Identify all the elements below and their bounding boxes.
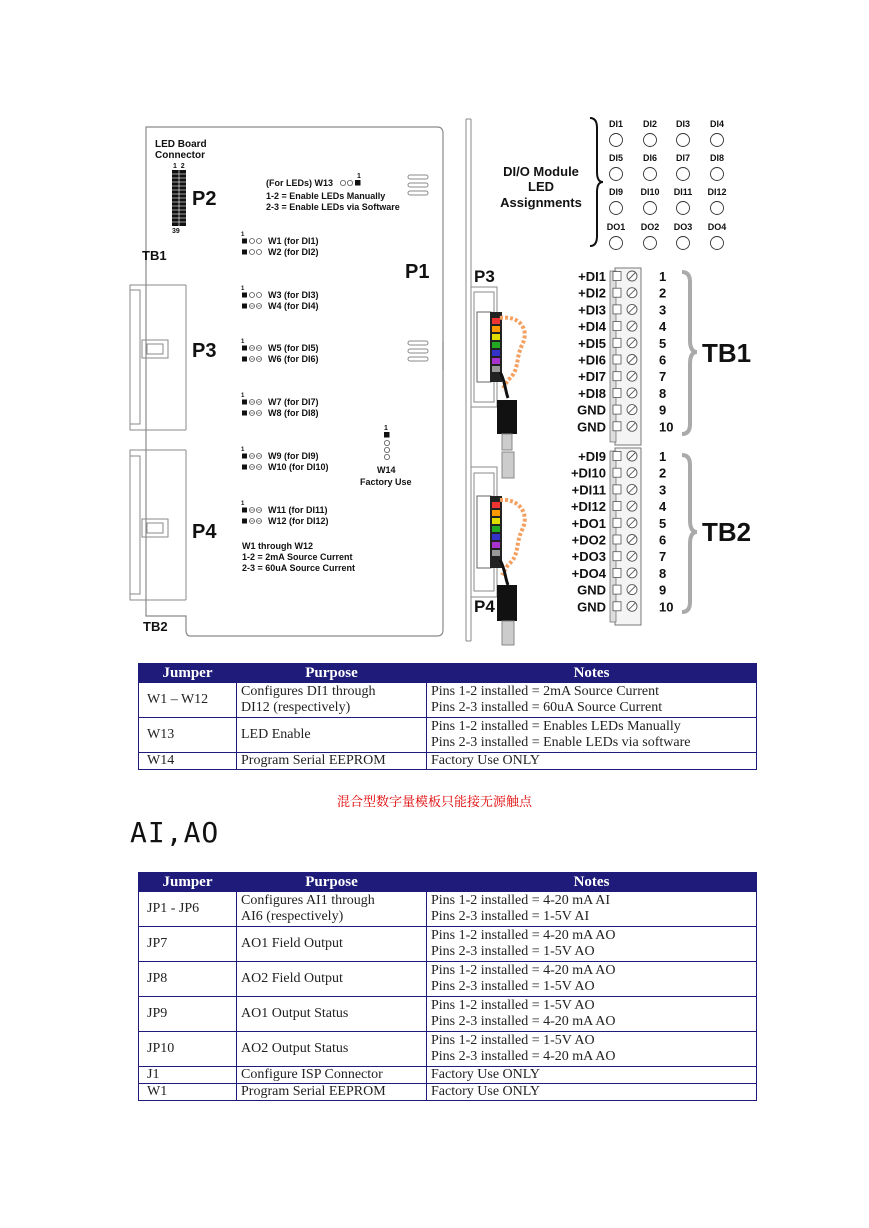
- pin1-mark: 1: [241, 339, 245, 345]
- terminal-number: 2: [659, 465, 667, 481]
- led-assign-title-2: LED: [528, 179, 554, 194]
- table-row: [139, 718, 757, 753]
- terminal-label: +DI2: [578, 285, 606, 301]
- jumper-pin: [242, 357, 247, 362]
- terminal-label: GND: [577, 582, 606, 598]
- tb2-block: [571, 448, 674, 625]
- led-indicator: [711, 168, 724, 181]
- terminal-number: 4: [659, 319, 667, 335]
- table1-header-notes: Notes: [427, 664, 757, 683]
- connector-strip: [466, 119, 471, 641]
- led-indicator: [677, 134, 690, 147]
- pin1-mark: 1: [241, 501, 245, 507]
- cell-notes: Factory Use ONLY: [427, 1067, 757, 1084]
- led-indicator: [644, 202, 657, 215]
- w14-sublabel: Factory Use: [360, 477, 412, 487]
- jumper-pin: [242, 304, 247, 309]
- terminal-label: +DI5: [578, 335, 606, 351]
- jumper-pin: [242, 454, 247, 459]
- cell-jumper: W1 – W12: [139, 683, 237, 718]
- terminal-number: 6: [659, 532, 667, 548]
- jumper-pin: [257, 293, 262, 298]
- led-label: DI6: [642, 153, 658, 163]
- led-indicator: [677, 202, 690, 215]
- terminal-socket: [613, 322, 621, 331]
- terminal-label: GND: [577, 419, 606, 435]
- cell-purpose: LED Enable: [237, 718, 427, 753]
- table-row: [139, 927, 757, 962]
- terminal-socket: [613, 305, 621, 314]
- terminal-socket: [613, 518, 621, 527]
- pin-number-bottom: 39: [172, 228, 180, 235]
- terminal-number: 8: [659, 565, 667, 581]
- led-label: DI4: [709, 119, 725, 129]
- cell-jumper: W14: [139, 753, 237, 770]
- led-assign-title-1: DI/O Module: [503, 164, 579, 179]
- led-label: DI10: [640, 187, 660, 197]
- jumper-label: W2 (for DI2): [268, 247, 319, 257]
- pin1-mark: 1: [241, 232, 245, 238]
- jumper-label: W5 (for DI5): [268, 343, 319, 353]
- jumper-label: W6 (for DI6): [268, 354, 319, 364]
- led-indicator: [711, 237, 724, 250]
- table-row: [139, 997, 757, 1032]
- cell-purpose: Program Serial EEPROM: [237, 1084, 427, 1101]
- led-label: DI3: [675, 119, 691, 129]
- terminal-socket: [613, 468, 621, 477]
- jumper-label: W11 (for DI11): [268, 505, 328, 515]
- terminal-socket: [613, 502, 621, 511]
- cell-notes: Pins 1-2 installed = 2mA Source Current Pins 2-3 installed = 60uA Source Current: [427, 683, 757, 718]
- cell-jumper: JP9: [139, 997, 237, 1032]
- jumper-pin: [250, 250, 255, 255]
- w13-option-1: 1-2 = Enable LEDs Manually: [266, 191, 386, 201]
- cell-notes: Factory Use ONLY: [427, 1084, 757, 1101]
- cell-notes: Pins 1-2 installed = 1-5V AO Pins 2-3 installed = 4-20 mA AO: [427, 997, 757, 1032]
- led-indicator: [711, 202, 724, 215]
- jumper-label: W1 (for DI1): [268, 236, 319, 246]
- cell-purpose: AO2 Output Status: [237, 1032, 427, 1067]
- led-indicator: [610, 202, 623, 215]
- terminal-label: +DI7: [578, 369, 606, 385]
- table-row: [139, 1067, 757, 1084]
- w13-pin1: 1: [357, 173, 361, 180]
- cell-notes: Factory Use ONLY: [427, 753, 757, 770]
- table2-header-notes: Notes: [427, 873, 757, 892]
- cell-notes: Pins 1-2 installed = 1-5V AO Pins 2-3 installed = 4-20 mA AO: [427, 1032, 757, 1067]
- table-row: [139, 962, 757, 997]
- p4-connector-label: P4: [474, 597, 495, 616]
- led-label: DO1: [606, 222, 626, 232]
- tb1-board-label: TB1: [142, 248, 167, 263]
- jumper-pin: [242, 250, 247, 255]
- terminal-number: 5: [659, 515, 667, 531]
- tb1-block: [577, 268, 673, 445]
- w13-option-2: 2-3 = Enable LEDs via Software: [266, 202, 400, 212]
- tb2-brace: [682, 455, 697, 612]
- terminal-socket: [613, 452, 621, 461]
- terminal-socket: [613, 372, 621, 381]
- jumper-table-2: [138, 872, 757, 1101]
- jumper-label: W4 (for DI4): [268, 301, 319, 311]
- jumper-pin: [242, 400, 247, 405]
- jumper-pin: [242, 346, 247, 351]
- cell-purpose: Configures AI1 through AI6 (respectively): [237, 892, 427, 927]
- led-assign-title-3: Assignments: [500, 195, 582, 210]
- terminal-label: +DI6: [578, 352, 606, 368]
- led-label: DI7: [675, 153, 691, 163]
- led-label: DO4: [707, 222, 727, 232]
- terminal-label: +DI1: [578, 269, 606, 284]
- led-assign-brace: [590, 118, 603, 246]
- terminal-label: +DI3: [578, 302, 606, 318]
- terminal-number: 10: [659, 419, 674, 435]
- terminal-number: 6: [659, 352, 667, 368]
- terminal-number: 7: [659, 549, 667, 565]
- led-label: DI5: [608, 153, 624, 163]
- table-row: [139, 892, 757, 927]
- terminal-label: +DI9: [578, 449, 606, 464]
- jumper-label: W3 (for DI3): [268, 290, 319, 300]
- terminal-socket: [613, 338, 621, 347]
- cell-jumper: W1: [139, 1084, 237, 1101]
- jumper-pin: [242, 519, 247, 524]
- led-grid: [607, 119, 727, 250]
- jumper-pin: [250, 239, 255, 244]
- jumper-label: W8 (for DI8): [268, 408, 319, 418]
- terminal-socket: [613, 388, 621, 397]
- terminal-label: +DO4: [571, 565, 606, 581]
- pin1-mark: 1: [241, 447, 245, 453]
- terminal-number: 9: [659, 582, 667, 598]
- terminal-label: +DI12: [570, 499, 606, 515]
- jumper-pin: [242, 239, 247, 244]
- terminal-socket: [613, 355, 621, 364]
- tb1-title: TB1: [702, 338, 752, 368]
- terminal-socket: [613, 535, 621, 544]
- caption-note: 混合型数字量模板只能接无源触点: [336, 795, 532, 810]
- terminal-number: 3: [659, 482, 667, 498]
- jumper-label: W10 (for DI10): [268, 462, 329, 472]
- jumper-pin: [242, 293, 247, 298]
- table2-header-purpose: Purpose: [237, 873, 427, 892]
- jumper-pin: [257, 250, 262, 255]
- cell-purpose: Configures DI1 through DI12 (respectively): [237, 683, 427, 718]
- table-row: [139, 1032, 757, 1067]
- svg-text:1: 1: [384, 425, 388, 432]
- terminal-number: 10: [659, 599, 674, 615]
- table-row: [139, 683, 757, 718]
- pin-numbers-top: 1 2: [173, 163, 185, 170]
- terminal-socket: [613, 272, 621, 281]
- tb2-board-label: TB2: [143, 619, 168, 634]
- cell-notes: Pins 1-2 installed = 4-20 mA AO Pins 2-3 installed = 1-5V AO: [427, 927, 757, 962]
- cell-purpose: Program Serial EEPROM: [237, 753, 427, 770]
- terminal-label: +DO3: [571, 549, 606, 565]
- p4-ribbon-connector: [471, 452, 525, 645]
- led-indicator: [644, 134, 657, 147]
- terminal-socket: [613, 405, 621, 414]
- terminal-label: +DO2: [571, 532, 606, 548]
- terminal-number: 4: [659, 499, 667, 515]
- cell-jumper: W13: [139, 718, 237, 753]
- terminal-label: GND: [577, 402, 606, 418]
- tb1-brace: [682, 272, 697, 434]
- terminal-number: 1: [659, 269, 667, 284]
- cell-notes: Pins 1-2 installed = Enables LEDs Manually Pins 2-3 installed = Enable LEDs via software: [427, 718, 757, 753]
- terminal-number: 2: [659, 285, 667, 301]
- led-indicator: [677, 168, 690, 181]
- table1-header-jumper: Jumper: [139, 664, 237, 683]
- notes-line-1: 1-2 = 2mA Source Current: [242, 552, 353, 562]
- table-row: [139, 1084, 757, 1101]
- led-indicator: [644, 237, 657, 250]
- terminal-socket: [613, 422, 621, 431]
- terminal-label: +DO1: [571, 515, 606, 531]
- pin1-mark: 1: [241, 393, 245, 399]
- notes-line-2: 2-3 = 60uA Source Current: [242, 563, 355, 573]
- terminal-number: 1: [659, 449, 667, 464]
- cell-notes: Pins 1-2 installed = 4-20 mA AO Pins 2-3 installed = 1-5V AO: [427, 962, 757, 997]
- led-indicator: [711, 134, 724, 147]
- terminal-label: GND: [577, 599, 606, 615]
- p1-label: P1: [405, 261, 430, 283]
- cell-purpose: AO1 Output Status: [237, 997, 427, 1032]
- p4-housing: [130, 450, 186, 600]
- cell-jumper: JP7: [139, 927, 237, 962]
- led-connector-label: LED Board: [155, 139, 207, 150]
- terminal-socket: [613, 585, 621, 594]
- notes-title: W1 through W12: [242, 541, 313, 551]
- cell-jumper: JP1 - JP6: [139, 892, 237, 927]
- led-label: DI1: [608, 119, 624, 129]
- cell-jumper: JP8: [139, 962, 237, 997]
- led-indicator: [610, 168, 623, 181]
- p2-label: P2: [192, 188, 217, 210]
- jumper-pin: [242, 508, 247, 513]
- terminal-number: 3: [659, 302, 667, 318]
- jumper-pin: [257, 239, 262, 244]
- terminal-socket: [613, 568, 621, 577]
- p4-label: P4: [192, 521, 217, 543]
- pin1-mark: 1: [241, 286, 245, 292]
- led-label: DO3: [673, 222, 693, 232]
- cell-jumper: JP10: [139, 1032, 237, 1067]
- cell-notes: Pins 1-2 installed = 4-20 mA AI Pins 2-3 installed = 1-5V AI: [427, 892, 757, 927]
- led-label: DI11: [673, 187, 693, 197]
- terminal-number: 5: [659, 335, 667, 351]
- led-indicator: [677, 237, 690, 250]
- terminal-label: +DI11: [571, 482, 606, 498]
- p2-header: [172, 170, 186, 226]
- w14-label: W14: [377, 465, 396, 475]
- led-label: DI12: [707, 187, 727, 197]
- jumper-pin: [250, 293, 255, 298]
- cell-purpose: Configure ISP Connector: [237, 1067, 427, 1084]
- terminal-socket: [613, 288, 621, 297]
- table1-header-purpose: Purpose: [237, 664, 427, 683]
- jumper-rows: [241, 232, 329, 526]
- w13-pins: [340, 180, 360, 186]
- led-label: DI9: [608, 187, 624, 197]
- p3-label: P3: [192, 340, 217, 362]
- jumper-pin: [242, 411, 247, 416]
- cell-purpose: AO2 Field Output: [237, 962, 427, 997]
- terminal-number: 9: [659, 402, 667, 418]
- led-connector-label-2: Connector: [155, 150, 205, 161]
- terminal-socket: [613, 552, 621, 561]
- w13-label: (For LEDs) W13: [266, 178, 334, 188]
- cell-purpose: AO1 Field Output: [237, 927, 427, 962]
- jumper-label: W9 (for DI9): [268, 451, 319, 461]
- jumper-label: W7 (for DI7): [268, 397, 319, 407]
- terminal-number: 8: [659, 385, 667, 401]
- table2-header-jumper: Jumper: [139, 873, 237, 892]
- terminal-label: +DI8: [578, 385, 606, 401]
- jumper-table-1: [138, 663, 757, 770]
- p3-housing: [130, 285, 186, 430]
- cell-jumper: J1: [139, 1067, 237, 1084]
- w14-pins: [384, 425, 390, 460]
- led-label: DI8: [709, 153, 725, 163]
- terminal-socket: [613, 602, 621, 611]
- section-heading: AI,AO: [130, 816, 220, 849]
- terminal-label: +DI4: [578, 319, 606, 335]
- p3-ribbon-connector: [471, 287, 525, 450]
- jumper-pin: [242, 465, 247, 470]
- terminal-socket: [613, 485, 621, 494]
- led-indicator: [644, 168, 657, 181]
- terminal-label: +DI10: [570, 465, 606, 481]
- led-label: DO2: [640, 222, 660, 232]
- led-indicator: [610, 237, 623, 250]
- led-indicator: [610, 134, 623, 147]
- terminal-number: 7: [659, 369, 667, 385]
- jumper-label: W12 (for DI12): [268, 516, 329, 526]
- tb2-title: TB2: [702, 517, 752, 547]
- led-label: DI2: [642, 119, 658, 129]
- table-row: [139, 753, 757, 770]
- p3-connector-label: P3: [474, 267, 495, 286]
